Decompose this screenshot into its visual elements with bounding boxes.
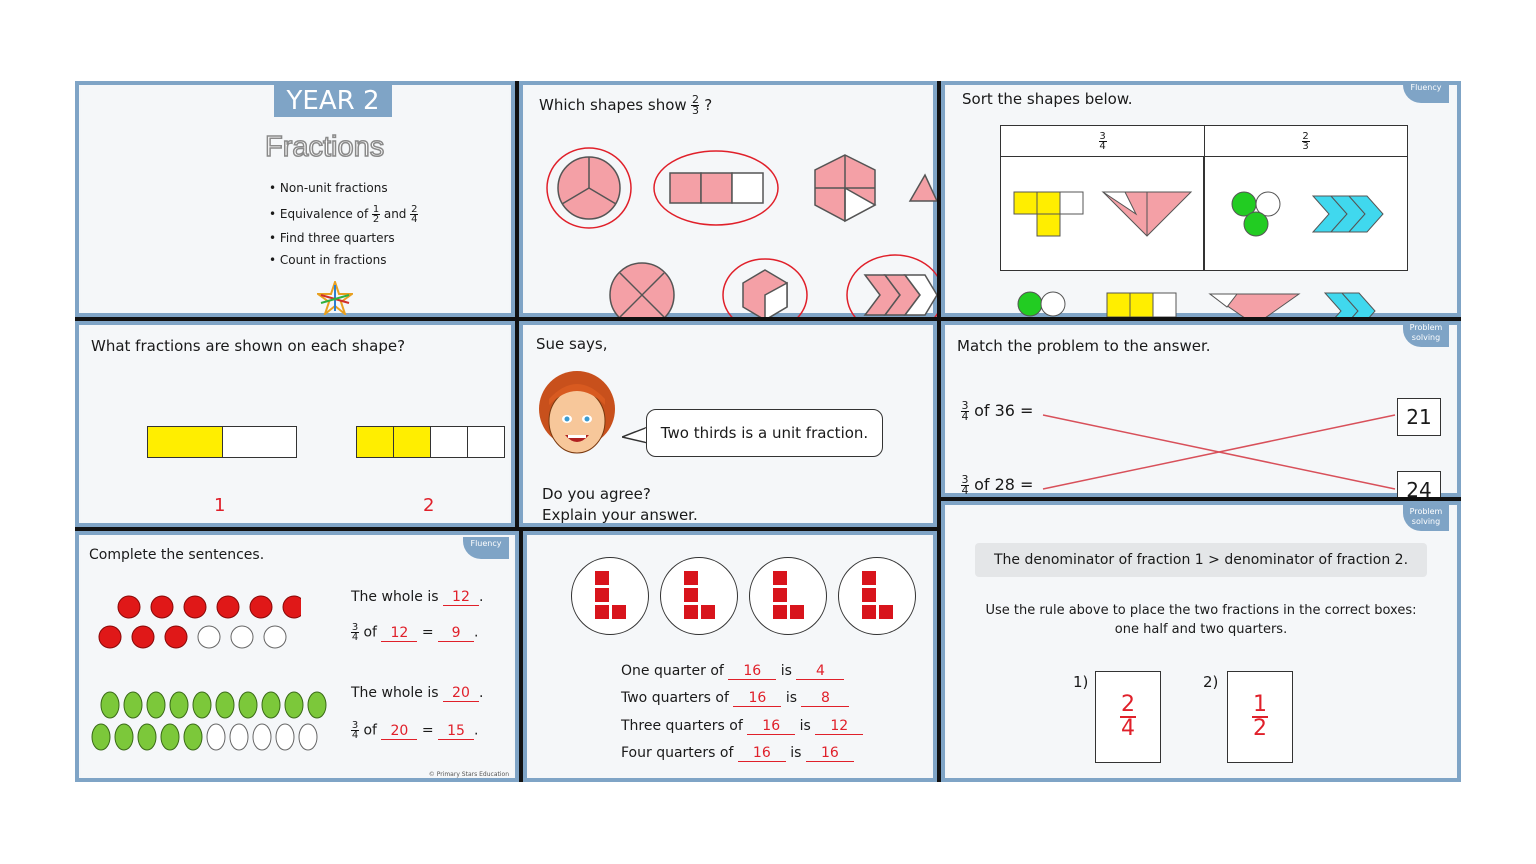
sort-table [1000,125,1408,271]
title: Fractions [265,131,385,163]
answer-box-1[interactable]: 21 [1397,398,1441,436]
slide-quarters-of-16[interactable] [523,531,937,782]
question: What fractions are shown on each shape? [91,337,406,355]
fluency-tag: Fluency [1403,81,1449,103]
whole-sentence-2: The whole is 20 . [351,685,484,701]
circle-2 [660,557,738,635]
pears-icon [91,681,331,753]
slide-denominator-rule[interactable] [941,501,1461,782]
girl-avatar-icon [535,369,619,463]
answer-2: 2 [423,495,435,516]
fraction-sentence-1: $\frac{3}{4}$ of 12 = 9 . [351,622,479,643]
slide-sort-shapes[interactable] [941,81,1461,317]
answer-1: 1 [214,495,226,516]
row-2: Two quarters of 16 is 8 [621,690,849,707]
bar-quarters [356,426,505,458]
apples-icon [91,591,301,655]
bar-halves [147,426,297,458]
speech-bubble: Two thirds is a unit fraction. [646,409,883,457]
sorted-shapes [1001,156,1407,268]
circle-3 [749,557,827,635]
explain-prompt: Explain your answer. [542,506,698,524]
bullet-2: • Equivalence of $\frac{1}{2}$ and $\frac{2}{4}$ [269,204,418,225]
whole-sentence-1: The whole is 12 . [351,589,484,605]
question: Which shapes show $\frac{2}{3}$ ? [539,93,713,117]
col2-fraction: $\frac{2}{3}$ [1302,130,1309,152]
problem-2: $\frac{3}{4}$ of 28 = [961,473,1034,497]
slide-complete-sentences[interactable] [75,531,519,782]
bullet-1: • Non-unit fractions [269,181,388,195]
instructions-1: Use the rule above to place the two fractions in the correct boxes: [985,603,1417,618]
problem-solving-tag: Problem solving [1403,505,1449,531]
circle-group [571,557,921,641]
row-4: Four quarters of 16 is 16 [621,745,854,762]
star-logo-icon [317,281,353,315]
slide-fractions-shown[interactable] [75,321,515,527]
problem-solving-tag: Problem solving [1403,321,1449,347]
slide-title[interactable] [75,81,515,317]
slide-sue-says[interactable] [519,321,937,527]
bullet-4: • Count in fractions [269,253,387,267]
slide-match-problem[interactable] [941,321,1461,497]
fraction-box-2[interactable]: 1 2 [1227,671,1293,763]
bullet-3: • Find three quarters [269,231,395,245]
instructions-2: one half and two quarters. [1114,622,1288,637]
label-2: 2) [1203,673,1219,691]
prompt: Sort the shapes below. [962,90,1133,108]
prompt: Complete the sentences. [89,547,265,563]
rule-banner: The denominator of fraction 1 > denominator of fraction 2. [975,543,1427,577]
slide-grid [75,81,1461,782]
col1-fraction: $\frac{3}{4}$ [1099,130,1106,152]
row-3: Three quarters of 16 is 12 [621,718,863,735]
agree-question: Do you agree? [542,485,651,503]
problem-1: $\frac{3}{4}$ of 36 = [961,399,1034,423]
label-1: 1) [1073,673,1089,691]
copyright: © Primary Stars Education [428,771,509,778]
unsorted-shapes [947,285,1455,317]
shapes-drawing [525,135,937,317]
circle-4 [838,557,916,635]
match-lines [947,325,1455,495]
row-1: One quarter of 16 is 4 [621,663,844,680]
fraction-sentence-2: $\frac{3}{4}$ of 20 = 15 . [351,720,479,741]
slide-shapes-two-thirds[interactable] [519,81,937,317]
sue-says: Sue says, [536,335,608,353]
year-banner: YEAR 2 [274,85,392,117]
answer-box-2[interactable]: 24 [1397,471,1441,497]
circle-1 [571,557,649,635]
fluency-tag: Fluency [463,537,509,559]
prompt: Match the problem to the answer. [957,337,1211,355]
speech-bubble-tail [622,425,648,445]
fraction-box-1[interactable]: 2 4 [1095,671,1161,763]
